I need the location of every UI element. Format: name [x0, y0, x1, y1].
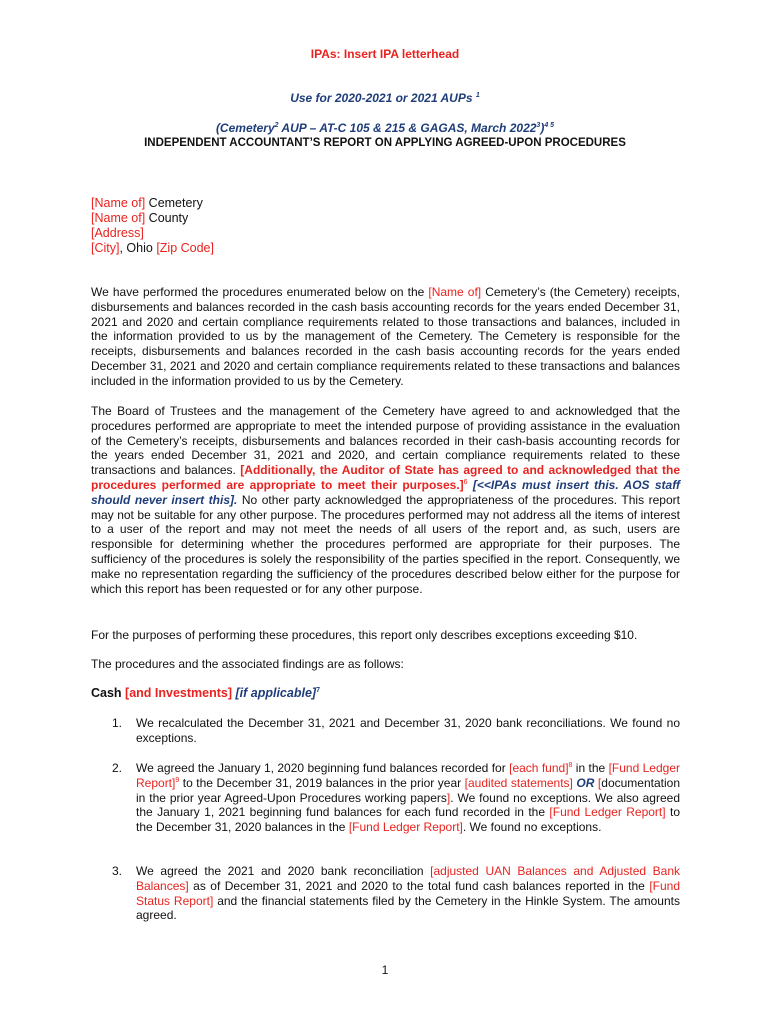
- usage-note: Use for 2020-2021 or 2021 AUPs $^1$: [290, 91, 480, 105]
- address-line-3: [Address]: [91, 226, 144, 240]
- standards-line: (Cemetery$^2$ AUP – AT-C 105 & 215 & GAGAS, March 2022$^3$)$^{4 5}$: [215, 121, 555, 135]
- procedure-item-2: 2. We agreed the January 1, 2020 beginning fund balances recorded for [each fund]$^8$ in the [Fund Ledger Report]$^9$ to the December 31, 2019 balances in the prior year [audited statements] OR [documentation in the prior year Agreed-Upon Procedures working papers]. We found no exceptions. We also agreed the January 1, 2021 beginning fund balances for each fund recorded in the [Fund Ledger Report] to the December 31, 2020 balances in the [Fund Ledger Report]. We found no exceptions.: [112, 761, 681, 835]
- page-number: 1: [381, 963, 389, 977]
- recipient-address: [91, 196, 214, 256]
- procedure-item-1: 1. We recalculated the December 31, 2021 and December 31, 2020 bank reconciliations. We found no exceptions.: [112, 716, 680, 745]
- address-line-1: [Name of] Cemetery: [91, 196, 203, 210]
- findings-intro: The procedures and the associated findings are as follows:: [91, 657, 404, 671]
- address-line-2: [Name of] County: [91, 211, 189, 225]
- intro-paragraph: We have performed the procedures enumerated below on the [Name of] Cemetery’s (the Cemetery) receipts, disbursements and balances recorded in the cash basis accounting records for the years ended December 31, 2021 and 2020 and certain compliance requirements related to those transactions and balances, included in the information provided to us by the management of the Cemetery. The Cemetery is responsible for the receipts, disbursements and balances recorded in the cash basis accounting records for the years ended December 31, 2021 and 2020 and certain compliance requirements related to these transactions and balances included in the information provided to us by the Cemetery.: [91, 285, 680, 388]
- threshold-paragraph: For the purposes of performing these procedures, this report only describes exceptions exceeding $10.: [91, 628, 638, 642]
- report-title: INDEPENDENT ACCOUNTANT’S REPORT ON APPLYING AGREED-UPON PROCEDURES: [144, 137, 626, 149]
- cash-section-heading: Cash [and Investments] [if applicable]$^7$: [91, 686, 320, 700]
- letterhead-placeholder: IPAs: Insert IPA letterhead: [310, 47, 460, 61]
- procedure-item-3: 3. We agreed the 2021 and 2020 bank reconciliation [adjusted UAN Balances and Adjusted Bank Balances] as of December 31, 2021 and 2020 to the total fund cash balances reported in the [Fund Status Report] and the financial statements filed by the Cemetery in the Hinkle System. The amounts agreed.: [112, 864, 680, 923]
- address-line-4: [City], Ohio [Zip Code]: [91, 241, 214, 255]
- agreement-paragraph: The Board of Trustees and the management of the Cemetery have agreed to and acknowledged that the procedures performed are appropriate to meet the intended purpose of providing assistance in the evaluation of the Cemetery’s receipts, disbursements and balances recorded in their cash-basis accounting records for the years ended December 31, 2021 and 2020, and certain compliance requirements related to these transactions and balances. [Additionally, the Auditor of State has agreed to and acknowledged that the procedures performed are appropriate to meet their purposes.]$^6$ [<<IPAs must insert this. AOS staff should never insert this]. No other party acknowledged the appropriateness of the procedures. This report may not be suitable for any other purpose. The procedures performed may not address all the items of interest to a user of the report and may not meet the needs of all users of the report and, as such, users are responsible for determining whether the procedures performed are appropriate for their purposes. The sufficiency of the procedures is solely the responsibility of the parties specified in the report. Consequently, we make no representation regarding the sufficiency of the procedures described below either for the purpose for which this report has been requested or for any other purpose.: [91, 404, 680, 596]
